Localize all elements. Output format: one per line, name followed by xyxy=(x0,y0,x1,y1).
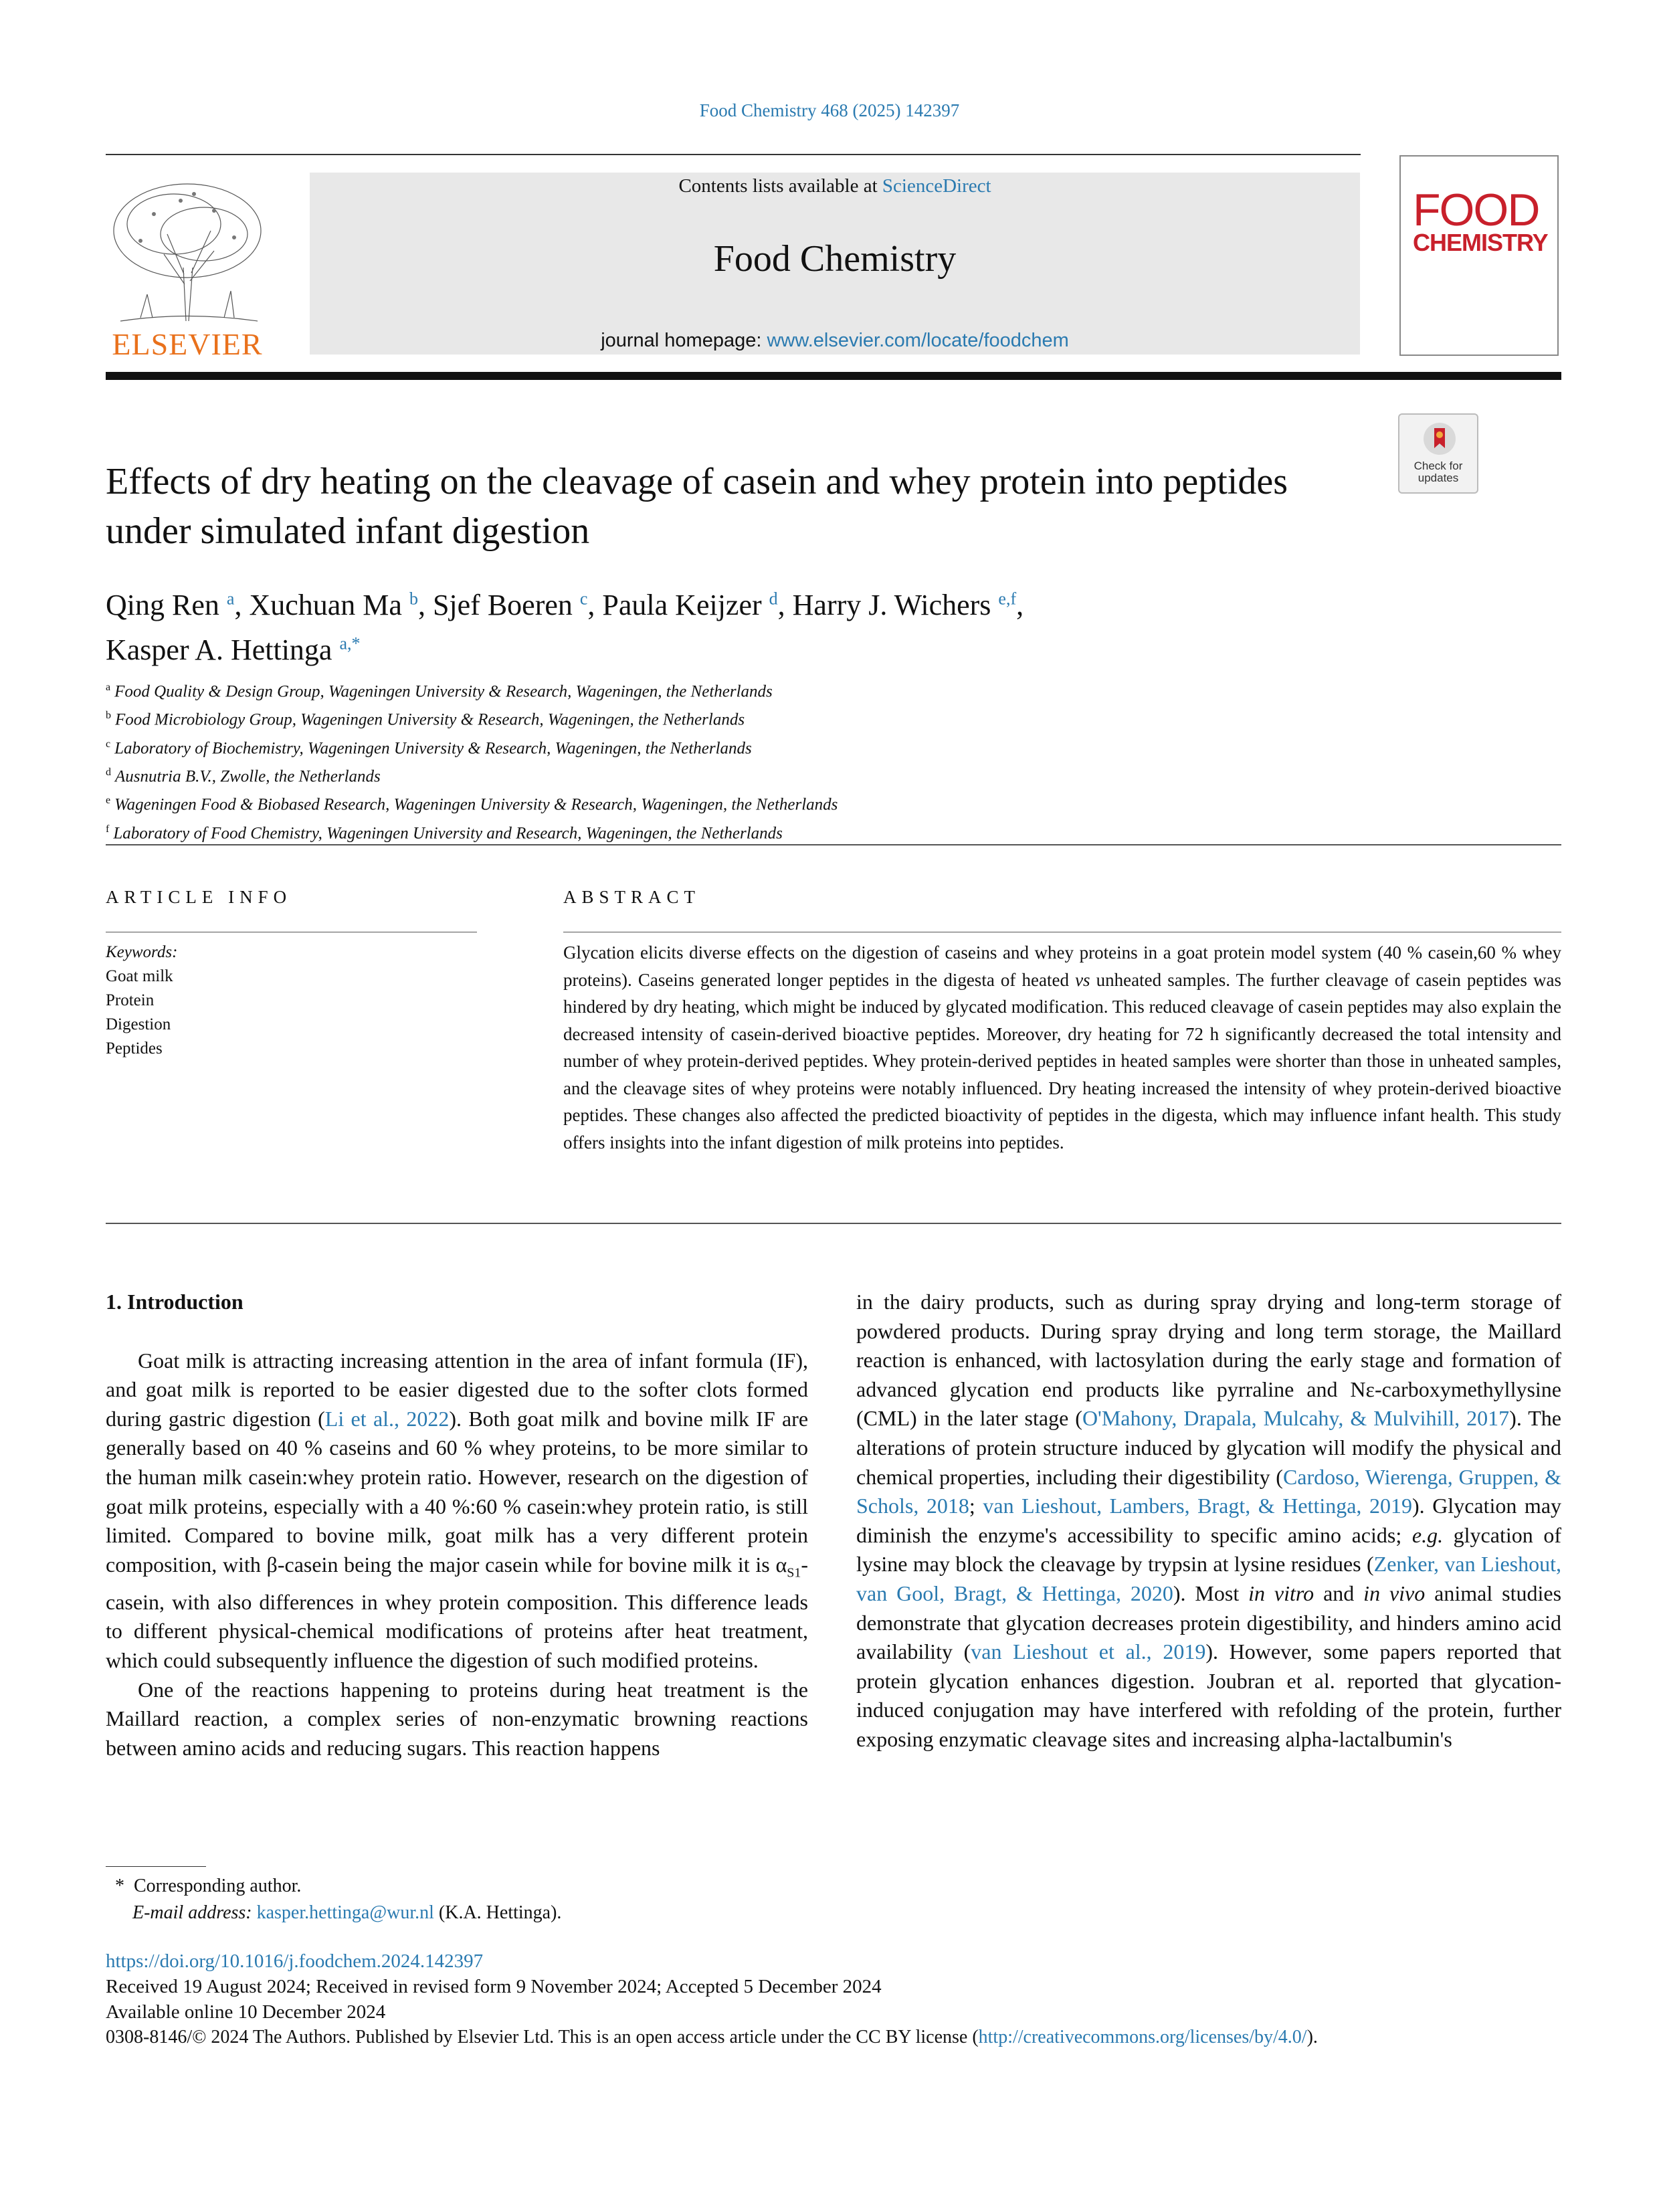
ref-link[interactable]: Cardoso, Wierenga, Gruppen, & Schols, 2018 xyxy=(856,1464,1562,1518)
author-separator: , xyxy=(417,588,433,621)
abstract-bottom-rule xyxy=(106,1223,1561,1224)
affiliation-list xyxy=(106,676,1377,845)
license-link[interactable]: http://creativecommons.org/licenses/by/4.0/ xyxy=(978,2027,1307,2047)
affiliation-marker: a xyxy=(106,682,111,693)
author-affiliation-marker[interactable]: a xyxy=(226,589,235,608)
keyword: Goat milk xyxy=(106,967,173,985)
author xyxy=(793,589,1023,621)
elsevier-wordmark: ELSEVIER xyxy=(112,327,263,361)
corresponding-author-note: * Corresponding author. xyxy=(115,1876,302,1896)
affiliation-item xyxy=(106,761,1377,789)
affiliation-text: Food Quality & Design Group, Wageningen University & Research, Wageningen, the Netherlands xyxy=(114,682,773,701)
email-link[interactable]: kasper.hettinga@wur.nl xyxy=(256,1902,434,1923)
check-for-updates-label: Check for updates xyxy=(1413,460,1463,484)
author-name: Qing Ren xyxy=(106,588,219,621)
cover-title-chemistry: CHEMISTRY xyxy=(1413,229,1548,256)
intro-paragraph-2-continued: in the dairy products, such as during spray drying and long-term storage of powdered products. During spray drying and long term storage, the Maillard reaction is enhanced, with lactosylation during the early stage and formation of advanced glycation end products like pyrraline and Nε-carboxymethyllysine (CML) in the later stage (O'Mahony, Drapala, Mulcahy, & Mulvihill, 2017). The alterations of protein structure induced by glycation will modify the physical and chemical properties, including their digestibility (Cardoso, Wierenga, Gruppen, & Schols, 2018; van Lieshout, Lambers, Bragt, & Hettinga, 2019). Glycation may diminish the enzyme's accessibility to specific amino acids; e.g. glycation of lysine may block the cleavage by trypsin at lysine residues (Zenker, van Lieshout, van Gool, Bragt, & Hettinga, 2020). Most in vitro and in vivo animal studies demonstrate that glycation decreases protein digestibility, and hinders amino acid availability (van Lieshout et al., 2019). However, some papers reported that protein glycation enhances digestion. Joubran et al. reported that glycation-induced conjugation may have interfered with refolding of the protein, further exposing enzymatic cleavage sites and increasing alpha-lactalbumin's xyxy=(856,1290,1562,1751)
keywords-block xyxy=(106,940,177,1061)
ref-link[interactable]: O'Mahony, Drapala, Mulcahy, & Mulvihill, 2017 xyxy=(1082,1406,1510,1431)
author-name: Xuchuan Ma xyxy=(249,588,402,621)
masthead-thick-rule xyxy=(106,372,1561,380)
affiliation-text: Laboratory of Biochemistry, Wageningen University & Research, Wageningen, the Netherlands xyxy=(114,738,752,757)
homepage-line: journal homepage: www.elsevier.com/locate/foodchem xyxy=(601,330,1069,351)
affiliation-marker: e xyxy=(106,795,111,807)
affiliation-marker: c xyxy=(106,738,111,750)
affiliation-item xyxy=(106,732,1377,761)
affiliation-text: Wageningen Food & Biobased Research, Wageningen University & Research, Wageningen, the Netherlands xyxy=(114,795,838,814)
affiliation-item xyxy=(106,704,1377,732)
author-separator: , xyxy=(1016,588,1024,621)
article-info-heading: ARTICLE INFO xyxy=(106,887,292,907)
author xyxy=(433,589,602,621)
ref-link[interactable]: van Lieshout et al., 2019 xyxy=(971,1639,1206,1664)
received-dates: Received 19 August 2024; Received in revised form 9 November 2024; Accepted 5 December 2024 xyxy=(106,1976,882,1997)
author-separator: , xyxy=(777,588,793,621)
email-note: E-mail address: kasper.hettinga@wur.nl (K.A. Hettinga). xyxy=(132,1902,562,1923)
author xyxy=(249,589,433,621)
author-affiliation-marker[interactable]: a,* xyxy=(339,633,361,653)
keyword: Digestion xyxy=(106,1015,171,1033)
author-list xyxy=(106,579,1350,670)
affiliation-rule xyxy=(106,844,1561,845)
author-affiliation-marker[interactable]: b xyxy=(409,589,418,608)
journal-reference[interactable]: Food Chemistry 468 (2025) 142397 xyxy=(699,100,960,120)
affiliation-text: Food Microbiology Group, Wageningen University & Research, Wageningen, the Netherlands xyxy=(115,710,745,729)
contents-line: Contents lists available at ScienceDirect xyxy=(678,175,991,197)
affiliation-marker: d xyxy=(106,766,111,778)
sciencedirect-link[interactable]: ScienceDirect xyxy=(882,175,991,197)
affiliation-marker: f xyxy=(106,823,110,835)
available-online: Available online 10 December 2024 xyxy=(106,2001,386,2023)
keywords-label: Keywords: xyxy=(106,943,178,961)
author-name: Sjef Boeren xyxy=(432,588,573,621)
author-affiliation-marker[interactable]: c xyxy=(579,589,588,608)
footnote xyxy=(115,1873,561,1926)
section-heading-introduction: 1. Introduction xyxy=(106,1290,243,1314)
affiliation-item xyxy=(106,817,1377,845)
keyword: Protein xyxy=(106,991,155,1009)
header-rule xyxy=(106,154,1361,155)
affiliation-text: Ausnutria B.V., Zwolle, the Netherlands xyxy=(115,767,381,786)
abstract-heading: ABSTRACT xyxy=(563,887,701,907)
license-line: 0308-8146/© 2024 The Authors. Published by Elsevier Ltd. This is an open access article under the CC BY license (http://creativecommons.org/licenses/by/4.0/). xyxy=(106,2027,1318,2047)
body-column-right xyxy=(856,1288,1561,1754)
intro-paragraph-2: One of the reactions happening to proteins during heat treatment is the Maillard reaction, a complex series of non-enzymatic browning reactions between amino acids and reducing sugars. This reaction happens xyxy=(106,1677,808,1760)
affiliation-item xyxy=(106,789,1377,817)
article-title: Effects of dry heating on the cleavage of casein and whey protein into peptides under simulated infant digestion xyxy=(106,461,1288,552)
affiliation-text: Laboratory of Food Chemistry, Wageningen University and Research, Wageningen, the Netherlands xyxy=(113,823,783,842)
intro-paragraph-1: Goat milk is attracting increasing attention in the area of infant formula (IF), and goat milk is reported to be easier digested due to the softer clots formed during gastric digestion (Li et al., 2022). Both goat milk and bovine milk IF are generally based on 40 % caseins and 60 % whey proteins, to be more similar to the human milk casein:whey protein ratio. However, research on the digestion of goat milk proteins, especially with a 40 %:60 % casein:whey protein ratio, is still limited. Compared to bovine milk, goat milk has a very different protein composition, with β-casein being the major casein while for bovine milk it is $\alpha_{S1}$-casein, with also differences in whey protein composition. This difference leads to different physical-chemical modifications of proteins after heat treatment, which could subsequently influence the digestion of such modified proteins. xyxy=(106,1348,809,1672)
footnote-rule xyxy=(106,1866,206,1867)
author-separator: , xyxy=(587,588,603,621)
author-name: Harry J. Wichers xyxy=(792,588,991,621)
affiliation-marker: b xyxy=(106,710,111,722)
doi-link[interactable]: https://doi.org/10.1016/j.foodchem.2024.142397 xyxy=(106,1950,484,1972)
author xyxy=(106,589,249,621)
author xyxy=(602,589,792,621)
journal-name: Food Chemistry xyxy=(713,238,957,280)
affiliation-item xyxy=(106,676,1377,704)
author-affiliation-marker[interactable]: e,f xyxy=(998,589,1017,608)
ref-link[interactable]: Zenker, van Lieshout, van Gool, Bragt, & Hettinga, 2020 xyxy=(856,1552,1562,1605)
body-column-left xyxy=(106,1288,808,1763)
publication-info xyxy=(106,1948,1561,2050)
ref-link[interactable]: Li et al., 2022 xyxy=(324,1406,450,1431)
author xyxy=(106,633,361,666)
author-name: Paula Keijzer xyxy=(602,588,762,621)
keywords-list xyxy=(106,965,177,1061)
keyword: Peptides xyxy=(106,1039,163,1058)
bookmark-icon xyxy=(1399,415,1480,462)
ref-link[interactable]: van Lieshout, Lambers, Bragt, & Hettinga, 2019 xyxy=(983,1494,1412,1518)
author-separator: , xyxy=(234,588,250,621)
author-name: Kasper A. Hettinga xyxy=(106,633,332,667)
cover-title-food: FOOD xyxy=(1413,185,1539,235)
abstract-text: Glycation elicits diverse effects on the digestion of caseins and whey proteins in a goat protein model system (40 % casein,60 % whey proteins). Caseins generated longer peptides in the digesta of heated vs unheated samples. The further cleavage of casein peptides was hindered by dry heating, which might be induced by glycated modification. This reduced cleavage of casein peptides may also explain the decreased intensity of casein-derived bioactive peptides. Moreover, dry heating for 72 h significantly decreased the total intensity and number of whey protein-derived peptides. Whey protein-derived peptides in heated samples were shorter than those in unheated samples, and the cleavage sites of whey proteins were notably influenced. Dry heating increased the intensity of whey protein-derived bioactive peptides. These changes also affected the predicted bioactivity of peptides in the digesta, which may influence infant health. This study offers insights into the infant digestion of milk proteins into peptides. xyxy=(563,942,1562,1152)
homepage-link[interactable]: www.elsevier.com/locate/foodchem xyxy=(767,330,1069,351)
author-affiliation-marker[interactable]: d xyxy=(769,589,778,608)
